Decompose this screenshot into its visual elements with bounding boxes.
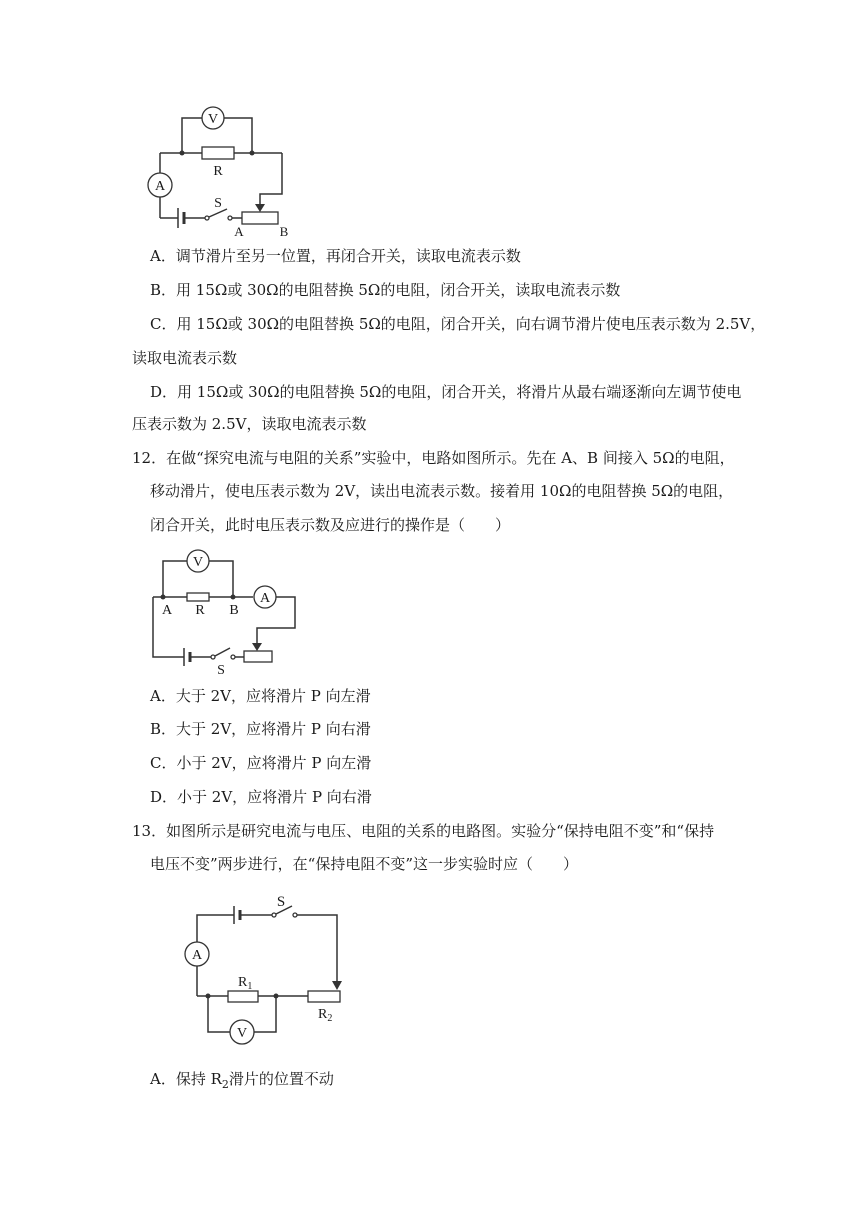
q11-voltmeter-label: V [207, 112, 219, 127]
q11-option-a: A．调节滑片至另一位置，再闭合开关，读取电流表示数 [150, 247, 521, 265]
q12-option-c: C．小于 2V，应将滑片 P 向左滑 [150, 754, 372, 772]
q11-option-d: D．用 15Ω或 30Ω的电阻替换 5Ω的电阻，闭合开关，将滑片从最右端逐渐向左调节使电 [150, 383, 742, 401]
q13-slider-arrow-icon [332, 981, 342, 990]
q13-ammeter-label: A [191, 948, 203, 963]
q13-option-a-prefix: A．保持 R [150, 1070, 222, 1088]
q11-switch-label: S [214, 196, 222, 211]
q11-option-d-continued: 压表示数为 2.5V，读取电流表示数 [132, 415, 367, 433]
q12-stem-line-3: 闭合开关，此时电压表示数及应进行的操作是（ ） [150, 516, 511, 534]
q12-switch-label: S [217, 663, 225, 678]
q12-stem-line-2: 移动滑片，使电压表示数为 2V，读出电流表示数。接着用 10Ω的电阻替换 5Ω的电阻， [150, 482, 734, 500]
q11-option-c-continued: 读取电流表示数 [132, 349, 238, 367]
q11-resistor-label: R [213, 164, 223, 179]
q11-end-a-label: A [234, 224, 244, 239]
q13-switch-label: S [276, 894, 286, 910]
q13-r1-label: $R_1$ [238, 975, 253, 992]
q13-stem-line-2: 电压不变”两步进行，在“保持电阻不变”这一步实验时应（ ） [150, 855, 579, 873]
q12-stem-line-1: 12．在做“探究电流与电阻的关系”实验中，电路如图所示。先在 A、B 间接入 5Ω的电阻， [132, 449, 735, 467]
q13-option-a [150, 1068, 334, 1096]
q12-voltmeter-label: V [192, 555, 204, 570]
q11-option-c: C．用 15Ω或 30Ω的电阻替换 5Ω的电阻，闭合开关，向右调节滑片使电压表示数为 2.5V， [150, 315, 766, 333]
q12-node-b-label: B [229, 603, 239, 618]
q12-resistor-label: R [195, 603, 205, 618]
q11-end-b-label: B [279, 224, 289, 239]
q13-r2-label: $R_2$ [318, 1007, 333, 1024]
q12-option-a: A．大于 2V，应将滑片 P 向左滑 [150, 687, 371, 705]
q13-option-a-suffix: 滑片的位置不动 [228, 1070, 334, 1088]
q13-stem-line-1: 13．如图所示是研究电流与电压、电阻的关系的电路图。实验分“保持电阻不变”和“保持 [132, 822, 715, 840]
q12-option-d: D．小于 2V，应将滑片 P 向右滑 [150, 788, 372, 806]
q13-r1-resistor-icon [228, 991, 258, 1002]
q11-ammeter-label: A [154, 179, 166, 194]
q13-r2-rheostat-icon [308, 991, 340, 1002]
q13-voltmeter-label: V [236, 1026, 248, 1041]
q12-ammeter-label: A [259, 591, 271, 606]
q12-node-a-label: A [161, 603, 173, 618]
q13-option-a-subscript: 2 [221, 1078, 229, 1091]
q11-option-b: B．用 15Ω或 30Ω的电阻替换 5Ω的电阻，闭合开关，读取电流表示数 [150, 281, 621, 299]
q12-option-b: B．大于 2V，应将滑片 P 向右滑 [150, 720, 371, 738]
